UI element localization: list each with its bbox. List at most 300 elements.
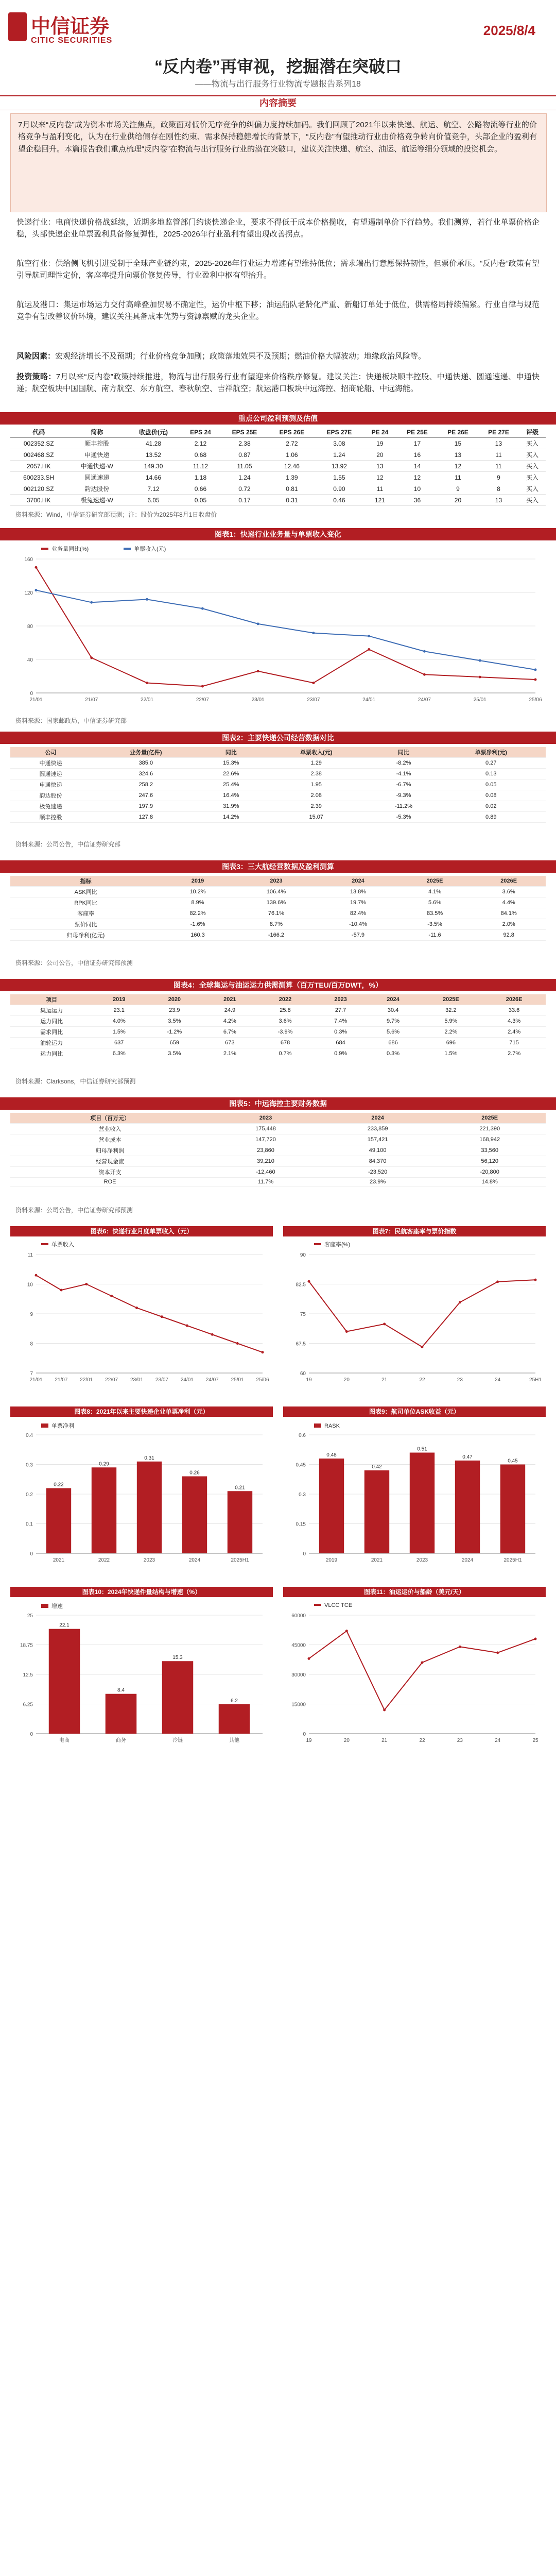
bar-value-label: 22.1 bbox=[59, 1622, 70, 1629]
x-tick-label: 20 bbox=[343, 1738, 350, 1743]
table-row bbox=[10, 1005, 546, 1016]
y-tick-label: 12.5 bbox=[23, 1672, 33, 1678]
eps-cell: 002120.SZ bbox=[10, 483, 67, 495]
table-row bbox=[10, 790, 546, 801]
x-tick-label: 23/07 bbox=[307, 697, 320, 703]
table-cell: 221,390 bbox=[433, 1124, 546, 1134]
data-point bbox=[90, 656, 93, 659]
table-cell: 23.1 bbox=[93, 1005, 145, 1016]
table-cell: 33,560 bbox=[433, 1145, 546, 1156]
y-tick-label: 60 bbox=[300, 1371, 306, 1377]
table-cell: 637 bbox=[93, 1038, 145, 1048]
eps-cell: 买入 bbox=[519, 483, 546, 495]
data-point bbox=[308, 1280, 310, 1283]
table-header-cell: 同比 bbox=[371, 747, 436, 758]
eps-header-cell: EPS 26E bbox=[268, 427, 316, 438]
table-cell: -12,460 bbox=[210, 1167, 322, 1178]
eps-cell: 9 bbox=[478, 472, 519, 483]
eps-cell: 19 bbox=[363, 438, 397, 449]
table-cell: 集运运力 bbox=[10, 1005, 93, 1016]
table-cell: 3.5% bbox=[145, 1016, 203, 1027]
table-cell: 8.9% bbox=[161, 897, 234, 908]
bar bbox=[137, 1462, 162, 1553]
table-header-cell: 2024 bbox=[367, 994, 420, 1005]
table-cell: -20,800 bbox=[433, 1167, 546, 1178]
table-cell: 696 bbox=[420, 1038, 483, 1048]
table-cell: -9.3% bbox=[371, 790, 436, 801]
table-cell: 715 bbox=[482, 1038, 546, 1048]
eps-cell: 0.17 bbox=[221, 495, 268, 506]
table-cell: 票价同比 bbox=[10, 919, 161, 930]
bar bbox=[319, 1459, 344, 1553]
legend-swatch bbox=[41, 548, 48, 550]
x-tick-label: 21/07 bbox=[85, 697, 98, 703]
table-cell: 4.4% bbox=[472, 897, 546, 908]
table-header-cell: 指标 bbox=[10, 876, 161, 887]
table-header-cell: 2026E bbox=[482, 994, 546, 1005]
x-tick-label: 24/07 bbox=[205, 1377, 219, 1383]
y-tick-label: 0.4 bbox=[26, 1433, 33, 1438]
data-point bbox=[534, 668, 537, 671]
eps-cell: 14.66 bbox=[127, 472, 180, 483]
eps-cell: 1.24 bbox=[221, 472, 268, 483]
data-point bbox=[421, 1662, 424, 1664]
table-header-cell: 公司 bbox=[10, 747, 91, 758]
shipping-table-title: 图表4：全球集运与油运运力供需测算（百万TEU/百万DWT，%） bbox=[0, 979, 556, 991]
table-cell: 1.5% bbox=[420, 1048, 483, 1059]
table-cell: -4.1% bbox=[371, 769, 436, 779]
x-tick-label: 2025H1 bbox=[503, 1557, 522, 1563]
table-cell: 极兔速递 bbox=[10, 801, 91, 812]
eps-header-cell: 简称 bbox=[67, 427, 127, 438]
line-left-svg bbox=[10, 1239, 273, 1394]
table-row bbox=[10, 1167, 546, 1178]
legend-label: 单票收入 bbox=[51, 1242, 74, 1248]
table-cell: 0.3% bbox=[315, 1027, 367, 1038]
fin-table-source: 资料来源：公司公告，中信证券研究部预测 bbox=[15, 1207, 133, 1214]
eps-cell: 9 bbox=[438, 483, 478, 495]
data-point bbox=[421, 1346, 424, 1348]
eps-header-cell: PE 27E bbox=[478, 427, 519, 438]
data-point bbox=[201, 685, 204, 688]
legend-swatch bbox=[41, 1423, 48, 1428]
table-cell: 2.39 bbox=[262, 801, 371, 812]
x-tick-label: 2024 bbox=[188, 1557, 201, 1563]
y-tick-label: 10 bbox=[27, 1282, 33, 1288]
data-point bbox=[345, 1330, 348, 1333]
table-cell: 9.7% bbox=[367, 1016, 420, 1027]
table-header-cell: 2025E bbox=[398, 876, 472, 887]
eps-cell: 顺丰控股 bbox=[67, 438, 127, 449]
eps-header-cell: 代码 bbox=[10, 427, 67, 438]
data-point bbox=[85, 1283, 88, 1285]
table-cell: 1.95 bbox=[262, 779, 371, 790]
line-right-title: 图表7：民航客座率与票价指数 bbox=[283, 1226, 546, 1236]
table-cell: 23,860 bbox=[210, 1145, 322, 1156]
bar-left-svg bbox=[10, 1419, 273, 1574]
table-row bbox=[10, 1048, 546, 1059]
table-cell: 3.5% bbox=[145, 1048, 203, 1059]
bar-value-label: 0.45 bbox=[508, 1458, 518, 1464]
bar bbox=[162, 1661, 194, 1734]
eps-cell: 14 bbox=[397, 461, 438, 472]
table-cell: 385.0 bbox=[91, 758, 200, 769]
x-tick-label: 21/07 bbox=[55, 1377, 68, 1383]
shipping-table bbox=[10, 994, 546, 1059]
table-cell: -23,520 bbox=[322, 1167, 434, 1178]
table-cell: 27.7 bbox=[315, 1005, 367, 1016]
data-point bbox=[534, 679, 537, 681]
data-point bbox=[161, 1315, 163, 1318]
table-header-cell: 单票收入(元) bbox=[262, 747, 371, 758]
x-tick-label: 25/06 bbox=[529, 697, 542, 703]
x-tick-label: 23 bbox=[457, 1738, 463, 1743]
eps-table-title: 重点公司盈利预测及估值 bbox=[0, 412, 556, 425]
table-cell: 归母净利(亿元) bbox=[10, 930, 161, 941]
eps-row bbox=[10, 483, 546, 495]
eps-cell: 12 bbox=[397, 472, 438, 483]
x-tick-label: 2021 bbox=[371, 1557, 383, 1563]
table-header-cell: 2025E bbox=[420, 994, 483, 1005]
table-header-row bbox=[10, 876, 546, 887]
y-tick-label: 0 bbox=[30, 1732, 33, 1737]
legend-label: 客座率(%) bbox=[324, 1242, 351, 1248]
table-header-cell: 2022 bbox=[256, 994, 314, 1005]
air-table-title: 图表3：三大航经营数据及盈利测算 bbox=[0, 860, 556, 873]
table-cell: 3.6% bbox=[472, 887, 546, 897]
table-cell: 3.6% bbox=[256, 1016, 314, 1027]
x-tick-label: 2024 bbox=[461, 1557, 474, 1563]
eps-cell: 极兔速递-W bbox=[67, 495, 127, 506]
table-cell: 2.38 bbox=[262, 769, 371, 779]
eps-cell: 11 bbox=[438, 472, 478, 483]
table-cell: -8.2% bbox=[371, 758, 436, 769]
table-cell: 33.6 bbox=[482, 1005, 546, 1016]
x-tick-label: 24/01 bbox=[362, 697, 376, 703]
x-tick-label: 24 bbox=[495, 1377, 501, 1383]
bar-value-label: 0.31 bbox=[144, 1455, 154, 1461]
table-header-cell: 2023 bbox=[210, 1113, 322, 1124]
table-cell: 23.9% bbox=[322, 1178, 434, 1187]
eps-table-header bbox=[10, 427, 546, 438]
table-cell: 经营现金流 bbox=[10, 1156, 210, 1167]
table-cell: 14.8% bbox=[433, 1178, 546, 1187]
table-cell: 2.1% bbox=[203, 1048, 256, 1059]
table-row bbox=[10, 930, 546, 941]
bar-value-label: 0.42 bbox=[372, 1464, 382, 1470]
x-tick-label: 22/07 bbox=[196, 697, 209, 703]
table-cell: 25.8 bbox=[256, 1005, 314, 1016]
chart-background bbox=[283, 1239, 546, 1394]
legend-label: VLCC TCE bbox=[324, 1602, 353, 1608]
eps-cell: 41.28 bbox=[127, 438, 180, 449]
table-cell: 83.5% bbox=[398, 908, 472, 919]
bar-value-label: 0.26 bbox=[189, 1470, 200, 1476]
eps-cell: 13.92 bbox=[316, 461, 363, 472]
data-point bbox=[60, 1289, 62, 1292]
fin-table bbox=[10, 1113, 546, 1187]
y-tick-label: 90 bbox=[300, 1252, 306, 1258]
table-cell: 139.6% bbox=[234, 897, 318, 908]
y-tick-label: 45000 bbox=[291, 1642, 306, 1649]
y-tick-label: 80 bbox=[27, 624, 33, 630]
bar-value-label: 0.22 bbox=[54, 1482, 64, 1488]
table-row bbox=[10, 1156, 546, 1167]
x-tick-label: 19 bbox=[306, 1738, 312, 1743]
data-point bbox=[186, 1325, 188, 1327]
data-point bbox=[368, 648, 370, 651]
table-cell: 25.4% bbox=[201, 779, 262, 790]
eps-cell: 买入 bbox=[519, 495, 546, 506]
eps-cell: 0.87 bbox=[221, 449, 268, 461]
table-cell: 申通快递 bbox=[10, 779, 91, 790]
table-cell: 678 bbox=[256, 1038, 314, 1048]
table-cell: 127.8 bbox=[91, 812, 200, 823]
last-right-title: 图表11：油运运价与船龄（美元/天） bbox=[283, 1587, 546, 1597]
eps-cell: 13.52 bbox=[127, 449, 180, 461]
eps-header-cell: EPS 25E bbox=[221, 427, 268, 438]
bar bbox=[46, 1488, 71, 1554]
table-row bbox=[10, 801, 546, 812]
table-cell: 684 bbox=[315, 1038, 367, 1048]
data-point bbox=[308, 1657, 310, 1660]
eps-cell: 002468.SZ bbox=[10, 449, 67, 461]
table-header-cell: 2020 bbox=[145, 994, 203, 1005]
eps-cell: 0.31 bbox=[268, 495, 316, 506]
table-row bbox=[10, 908, 546, 919]
data-point bbox=[496, 1651, 499, 1654]
y-tick-label: 0.2 bbox=[26, 1492, 33, 1498]
bar-value-label: 0.51 bbox=[417, 1446, 427, 1452]
brokers-table-title: 图表2：主要快递公司经营数据对比 bbox=[0, 732, 556, 744]
eps-cell: 12 bbox=[438, 461, 478, 472]
table-cell: 4.1% bbox=[398, 887, 472, 897]
table-cell: 10.2% bbox=[161, 887, 234, 897]
x-tick-label: 2025H1 bbox=[231, 1557, 249, 1563]
table-row bbox=[10, 1145, 546, 1156]
shipping-table-source: 资料来源：Clarksons，中信证券研究部预测 bbox=[15, 1078, 136, 1085]
table-cell: 7.4% bbox=[315, 1016, 367, 1027]
air-table-source: 资料来源：公司公告，中信证券研究部预测 bbox=[15, 959, 133, 967]
data-point bbox=[423, 650, 426, 653]
eps-header-cell: PE 25E bbox=[397, 427, 438, 438]
eps-cell: 0.46 bbox=[316, 495, 363, 506]
table-cell: 39,210 bbox=[210, 1156, 322, 1167]
table-cell: 营业成本 bbox=[10, 1134, 210, 1145]
table-cell: -1.6% bbox=[161, 919, 234, 930]
line-right-svg bbox=[283, 1239, 546, 1394]
chart1-title: 图表1：快递行业业务量与单票收入变化 bbox=[0, 528, 556, 540]
eps-row bbox=[10, 472, 546, 483]
x-tick-label: 电商 bbox=[59, 1738, 70, 1743]
x-tick-label: 21 bbox=[381, 1738, 388, 1743]
table-cell: 324.6 bbox=[91, 769, 200, 779]
bar-left-title: 图表8：2021年以来主要快递企业单票净利（元） bbox=[10, 1406, 273, 1417]
data-point bbox=[146, 598, 148, 601]
x-tick-label: 23/01 bbox=[130, 1377, 144, 1383]
data-point bbox=[35, 589, 38, 591]
chart1-svg bbox=[10, 544, 546, 714]
eps-cell: 2.38 bbox=[221, 438, 268, 449]
data-point bbox=[312, 632, 315, 634]
report-subtitle: ——物流与出行服务行业物流专题报告系列18 bbox=[195, 80, 361, 89]
table-cell: 0.05 bbox=[437, 779, 546, 790]
bar bbox=[106, 1694, 137, 1734]
legend-swatch bbox=[314, 1243, 321, 1245]
table-cell: 16.4% bbox=[201, 790, 262, 801]
table-cell: 14.2% bbox=[201, 812, 262, 823]
x-tick-label: 25/01 bbox=[473, 697, 486, 703]
advice-label: 投资策略： bbox=[16, 372, 56, 381]
table-cell: 11.7% bbox=[210, 1178, 322, 1187]
eps-cell: 2.12 bbox=[180, 438, 221, 449]
x-tick-label: 19 bbox=[306, 1377, 312, 1383]
y-tick-label: 75 bbox=[300, 1312, 306, 1317]
summary-paragraph-2: 快递行业：电商快递价格战延续，近期多地监管部门约谈快递企业，要求不得低于成本价格揽收，有望遏制单价下行趋势。我们测算，若行业单票价格企稳，头部快递企业单票盈利具备修复弹性，2025-2026年行业盈利有望出现改善拐点。 bbox=[16, 218, 540, 239]
table-cell: 673 bbox=[203, 1038, 256, 1048]
eps-cell: 0.90 bbox=[316, 483, 363, 495]
y-tick-label: 160 bbox=[24, 557, 33, 563]
y-tick-label: 67.5 bbox=[296, 1341, 306, 1347]
eps-header-cell: 收盘价(元) bbox=[127, 427, 180, 438]
table-cell: 0.02 bbox=[437, 801, 546, 812]
table-header-cell: 2023 bbox=[315, 994, 367, 1005]
eps-cell: 7.12 bbox=[127, 483, 180, 495]
table-row bbox=[10, 769, 546, 779]
eps-header-cell: EPS 24 bbox=[180, 427, 221, 438]
eps-cell: 0.66 bbox=[180, 483, 221, 495]
table-cell: 686 bbox=[367, 1038, 420, 1048]
chart1-source: 资料来源：国家邮政局，中信证券研究部 bbox=[15, 717, 127, 724]
data-point bbox=[257, 670, 259, 672]
report-title: “反内卷”再审视，挖掘潜在突破口 bbox=[154, 57, 402, 76]
table-cell: 0.89 bbox=[437, 812, 546, 823]
eps-row bbox=[10, 461, 546, 472]
table-cell: 0.27 bbox=[437, 758, 546, 769]
x-tick-label: 25 bbox=[532, 1738, 538, 1743]
table-row bbox=[10, 1124, 546, 1134]
table-cell: 32.2 bbox=[420, 1005, 483, 1016]
air-table bbox=[10, 876, 546, 941]
table-cell: 22.6% bbox=[201, 769, 262, 779]
eps-cell: 11.12 bbox=[180, 461, 221, 472]
eps-cell: 149.30 bbox=[127, 461, 180, 472]
table-cell: 233,859 bbox=[322, 1124, 434, 1134]
brand-name-cn: 中信证券 bbox=[31, 14, 110, 38]
eps-cell: 买入 bbox=[519, 472, 546, 483]
data-point bbox=[479, 659, 481, 662]
x-tick-label: 23/07 bbox=[155, 1377, 168, 1383]
last-left-title: 图表10：2024年快递件量结构与增速（%） bbox=[10, 1587, 273, 1597]
data-point bbox=[479, 676, 481, 679]
eps-cell: 2057.HK bbox=[10, 461, 67, 472]
table-row bbox=[10, 897, 546, 908]
table-header-cell: 项目 bbox=[10, 994, 93, 1005]
bar bbox=[228, 1491, 252, 1553]
eps-cell: 买入 bbox=[519, 461, 546, 472]
y-tick-label: 0 bbox=[303, 1551, 306, 1557]
table-cell: 营业收入 bbox=[10, 1124, 210, 1134]
table-cell: 15.07 bbox=[262, 812, 371, 823]
eps-cell: 0.81 bbox=[268, 483, 316, 495]
eps-cell: 36 bbox=[397, 495, 438, 506]
table-cell: 0.08 bbox=[437, 790, 546, 801]
x-tick-label: 25H1 bbox=[529, 1377, 542, 1383]
table-cell: 157,421 bbox=[322, 1134, 434, 1145]
eps-header-cell: PE 26E bbox=[438, 427, 478, 438]
table-cell: 圆通速递 bbox=[10, 769, 91, 779]
table-cell: 2.4% bbox=[482, 1027, 546, 1038]
table-cell: 6.3% bbox=[93, 1048, 145, 1059]
table-row bbox=[10, 1178, 546, 1187]
line-left-title: 图表6：快递行业月度单票收入（元） bbox=[10, 1226, 273, 1236]
x-tick-label: 21 bbox=[381, 1377, 388, 1383]
table-cell: 0.3% bbox=[367, 1048, 420, 1059]
legend-label: RASK bbox=[324, 1423, 340, 1429]
bar bbox=[92, 1467, 116, 1553]
x-tick-label: 25/06 bbox=[256, 1377, 269, 1383]
eps-cell: 13 bbox=[478, 495, 519, 506]
eps-cell: 10 bbox=[397, 483, 438, 495]
table-cell: 归母净利润 bbox=[10, 1145, 210, 1156]
data-point bbox=[423, 673, 426, 676]
y-tick-label: 120 bbox=[24, 590, 33, 596]
table-cell: 168,942 bbox=[433, 1134, 546, 1145]
data-point bbox=[534, 1638, 537, 1640]
advice-paragraph bbox=[16, 371, 540, 395]
y-tick-label: 0 bbox=[30, 691, 33, 697]
bar bbox=[500, 1465, 525, 1554]
eps-cell: 13 bbox=[363, 461, 397, 472]
table-header-cell: 业务量(亿件) bbox=[91, 747, 200, 758]
bar-value-label: 15.3 bbox=[172, 1655, 183, 1661]
table-cell: 4.2% bbox=[203, 1016, 256, 1027]
summary-paragraph-3: 航空行业：供给侧飞机引进受制于全球产业链约束，2025-2026年行业运力增速有望维持低位；需求端出行意愿保持韧性，但票价承压。“反内卷”政策有望引导航司理性定价，客座率提升向票价修复传导，行业盈利中枢有望抬升。 bbox=[16, 259, 540, 280]
legend-label: 单票收入(元) bbox=[134, 546, 166, 552]
table-cell: 2.0% bbox=[472, 919, 546, 930]
eps-row bbox=[10, 438, 546, 449]
table-cell: 23.9 bbox=[145, 1005, 203, 1016]
eps-header-cell: EPS 27E bbox=[316, 427, 363, 438]
eps-table bbox=[10, 427, 546, 506]
data-point bbox=[211, 1333, 214, 1336]
table-cell: -3.9% bbox=[256, 1027, 314, 1038]
y-tick-label: 8 bbox=[30, 1341, 33, 1347]
legend-label: 单票净利 bbox=[51, 1423, 74, 1429]
data-point bbox=[345, 1630, 348, 1632]
y-tick-label: 7 bbox=[30, 1371, 33, 1377]
table-cell: 1.29 bbox=[262, 758, 371, 769]
eps-cell: 买入 bbox=[519, 438, 546, 449]
x-tick-label: 2021 bbox=[53, 1557, 65, 1563]
eps-cell: 20 bbox=[438, 495, 478, 506]
table-cell: 2.08 bbox=[262, 790, 371, 801]
x-tick-label: 21/01 bbox=[29, 1377, 43, 1383]
bar-value-label: 0.29 bbox=[99, 1461, 109, 1467]
data-point bbox=[35, 1274, 38, 1277]
data-point bbox=[383, 1323, 386, 1325]
eps-row bbox=[10, 449, 546, 461]
eps-cell: 3700.HK bbox=[10, 495, 67, 506]
x-tick-label: 2023 bbox=[143, 1557, 155, 1563]
brokers-table-source: 资料来源：公司公告，中信证券研究部 bbox=[15, 841, 121, 848]
table-cell: 0.13 bbox=[437, 769, 546, 779]
legend-swatch bbox=[314, 1604, 321, 1606]
eps-cell: 2.72 bbox=[268, 438, 316, 449]
report-date: 2025/8/4 bbox=[483, 23, 535, 38]
bar-value-label: 8.4 bbox=[117, 1687, 125, 1693]
summary-paragraph-4: 航运及港口：集运市场运力交付高峰叠加贸易不确定性，运价中枢下移；油运船队老龄化严重、新船订单处于低位，供需格局持续偏紧。行业自律与规范竞争有望改善议价环境，建议关注具备成本优势与资源禀赋的龙头企业。 bbox=[16, 300, 540, 321]
